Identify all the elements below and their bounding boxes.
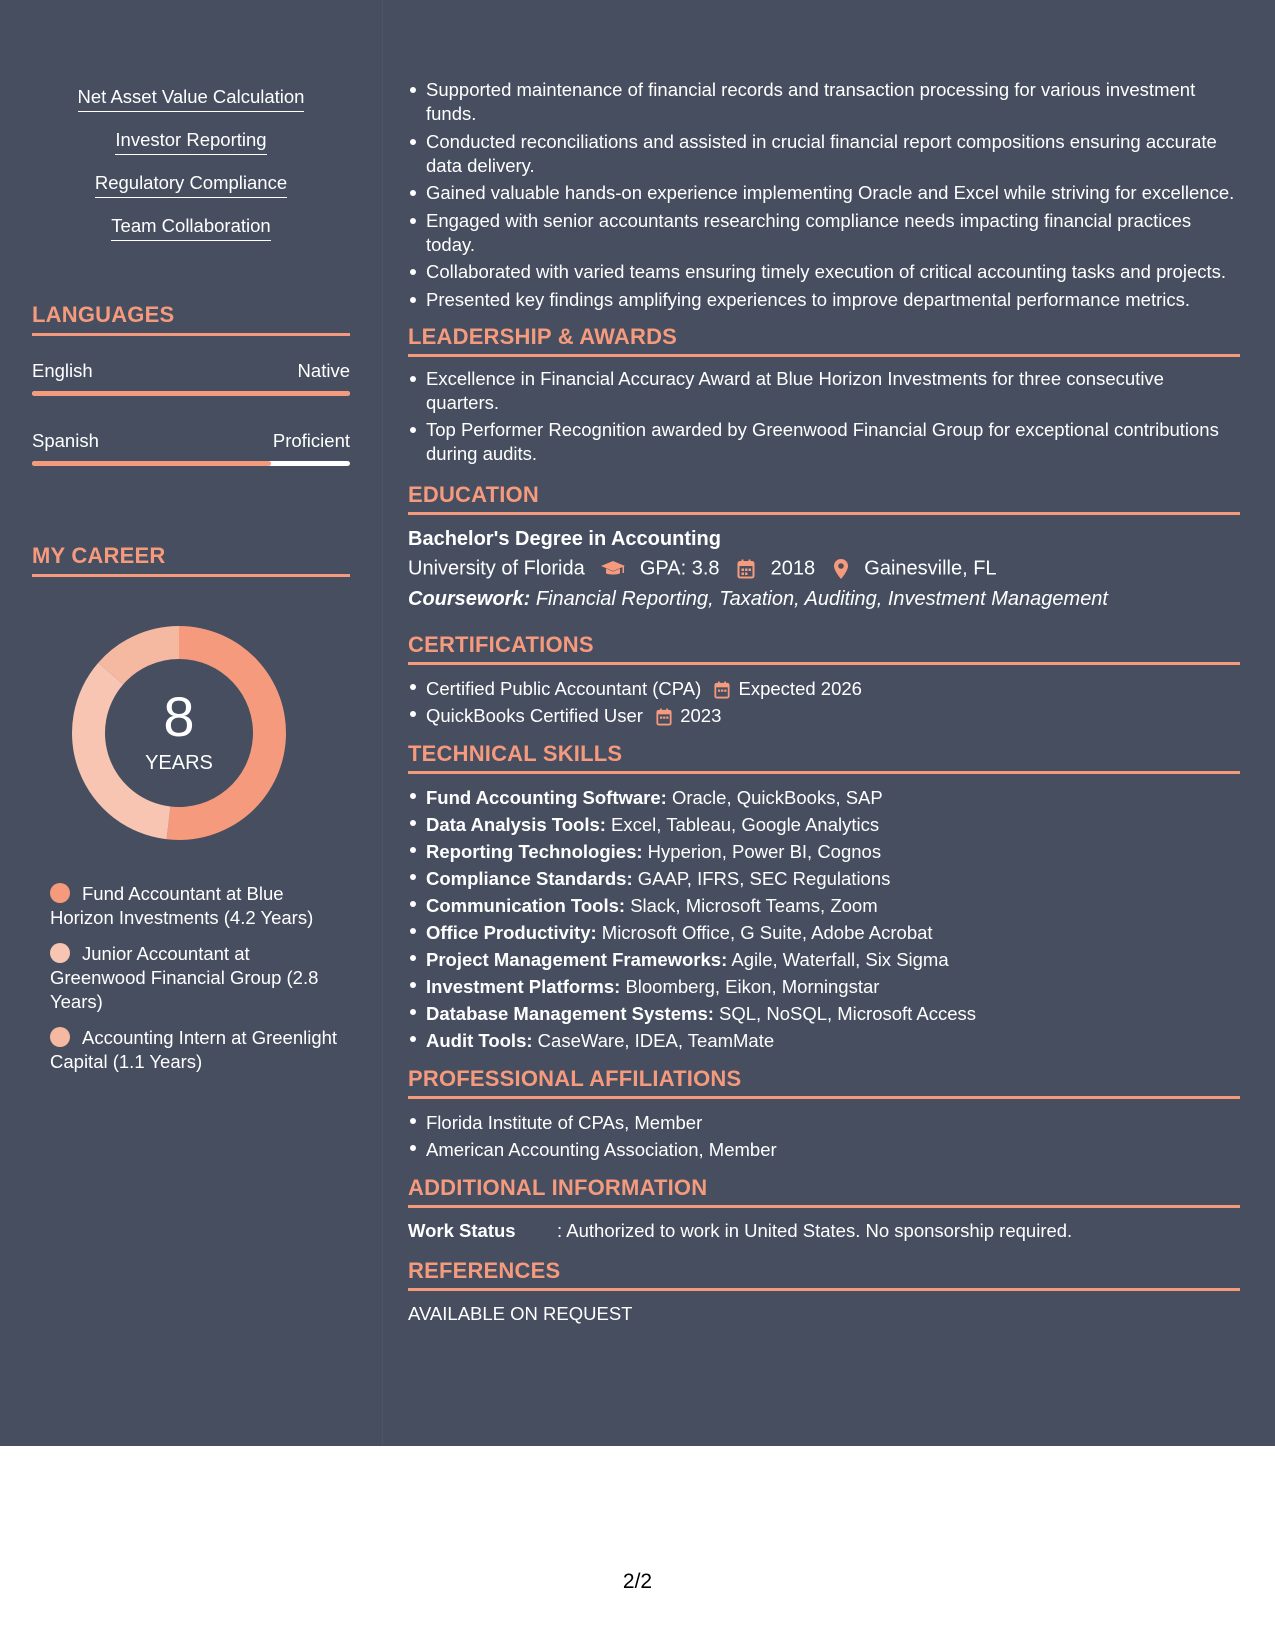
legend-dot (50, 1027, 70, 1047)
work-status-label: Work Status (408, 1219, 516, 1241)
skill-tags (32, 86, 350, 258)
technical-skill-item (408, 1000, 1240, 1027)
left-sidebar (0, 0, 382, 1446)
career-total-unit: YEARS (145, 752, 213, 774)
leadership-item: Excellence in Financial Accuracy Award at Blue Horizon Investments for three consecutive quarters. (408, 367, 1240, 415)
skill-category: Office Productivity: (426, 921, 597, 943)
skill-values: Bloomberg, Eikon, Morningstar (625, 975, 880, 997)
legend-dot (50, 943, 70, 963)
legend-dot (50, 883, 70, 903)
additional-info-heading: ADDITIONAL INFORMATION (408, 1175, 1240, 1208)
career-total (66, 687, 292, 775)
skill-tag: Regulatory Compliance (95, 172, 287, 198)
references-heading: REFERENCES (408, 1258, 1240, 1291)
skill-values: Microsoft Office, G Suite, Adobe Acrobat (601, 921, 933, 943)
certification-name: Certified Public Accountant (CPA) (426, 677, 702, 699)
skill-values: Excel, Tableau, Google Analytics (611, 813, 880, 835)
education-details (408, 553, 1240, 584)
language-level: Proficient (272, 430, 350, 451)
career-label: Accounting Intern at Greenlight Capital (1.1 Years) (50, 1027, 338, 1072)
technical-skills-list (408, 784, 1240, 1054)
education-location: Gainesville, FL (864, 557, 997, 580)
experience-bullet: Collaborated with varied teams ensuring timely execution of critical accounting tasks and projects. (408, 260, 1240, 284)
certifications-heading: CERTIFICATIONS (408, 632, 1240, 665)
skill-values: CaseWare, IDEA, TeamMate (537, 1029, 775, 1051)
technical-skill-item (408, 892, 1240, 919)
affiliations-list (408, 1109, 1240, 1163)
skill-values: Slack, Microsoft Teams, Zoom (630, 894, 878, 916)
experience-bullet: Presented key findings amplifying experiences to improve departmental performance metrics. (408, 288, 1240, 312)
skill-category: Data Analysis Tools: (426, 813, 606, 835)
references-text: AVAILABLE ON REQUEST (408, 1302, 633, 1324)
main-content (408, 78, 1240, 1327)
technical-skills-heading: TECHNICAL SKILLS (408, 741, 1240, 774)
affiliations-heading: PROFESSIONAL AFFILIATIONS (408, 1066, 1240, 1099)
degree-title: Bachelor's Degree in Accounting (408, 528, 721, 550)
gpa: GPA: 3.8 (639, 557, 720, 580)
skill-category: Reporting Technologies: (426, 840, 643, 862)
leadership-heading: LEADERSHIP & AWARDS (408, 324, 1240, 357)
calendar-icon (737, 559, 755, 579)
career-label: Junior Accountant at Greenwood Financial Group (2.8 Years) (50, 943, 319, 1012)
skill-category: Investment Platforms: (426, 975, 621, 997)
language-level: Native (297, 360, 350, 381)
affiliation-item: American Accounting Association, Member (408, 1136, 1240, 1163)
skill-values: Hyperion, Power BI, Cognos (647, 840, 882, 862)
skill-category: Project Management Frameworks: (426, 948, 728, 970)
career-heading: MY CAREER (32, 543, 350, 577)
certification-item (408, 702, 1240, 729)
skill-tag: Investor Reporting (115, 129, 266, 155)
skill-values: Agile, Waterfall, Six Sigma (731, 948, 949, 970)
technical-skill-item (408, 946, 1240, 973)
language-bar-fill (32, 391, 350, 396)
leadership-item: Top Performer Recognition awarded by Greenwood Financial Group for exceptional contributions during audits. (408, 418, 1240, 466)
skill-category: Audit Tools: (426, 1029, 533, 1051)
language-name: Spanish (32, 430, 99, 451)
work-status-value: : Authorized to work in United States. No sponsorship required. (557, 1219, 1073, 1241)
languages-heading: LANGUAGES (32, 302, 350, 336)
certification-date: 2023 (680, 704, 722, 726)
skill-values: Oracle, QuickBooks, SAP (671, 786, 883, 808)
skill-values: GAAP, IFRS, SEC Regulations (637, 867, 891, 889)
coursework-list: Financial Reporting, Taxation, Auditing, Investment Management (535, 587, 1108, 610)
skill-category: Database Management Systems: (426, 1002, 714, 1024)
graduation-cap-icon (600, 560, 626, 578)
skill-values: SQL, NoSQL, Microsoft Access (719, 1002, 977, 1024)
school-name: University of Florida (408, 557, 585, 580)
education-heading: EDUCATION (408, 482, 1240, 515)
technical-skill-item (408, 811, 1240, 838)
experience-bullets (408, 78, 1240, 312)
technical-skill-item (408, 1027, 1240, 1054)
technical-skill-item (408, 973, 1240, 1000)
certifications-list (408, 675, 1240, 729)
graduation-year: 2018 (770, 557, 816, 580)
coursework (408, 584, 1240, 614)
skill-category: Compliance Standards: (426, 867, 633, 889)
language-bar (32, 461, 350, 466)
experience-bullet: Engaged with senior accountants researching compliance needs impacting financial practices today. (408, 209, 1240, 257)
certification-date: Expected 2026 (738, 677, 862, 699)
language-bar-fill (32, 461, 271, 466)
language-name: English (32, 360, 93, 381)
experience-bullet: Supported maintenance of financial records and transaction processing for various investment funds. (408, 78, 1240, 126)
technical-skill-item (408, 865, 1240, 892)
coursework-label: Coursework: (408, 587, 531, 610)
leadership-list (408, 367, 1240, 467)
experience-bullet: Conducted reconciliations and assisted in crucial financial report compositions ensuring accurate data delivery. (408, 130, 1240, 178)
skill-category: Fund Accounting Software: (426, 786, 667, 808)
column-divider (382, 0, 383, 1446)
career-legend-item (50, 1026, 340, 1074)
technical-skill-item (408, 784, 1240, 811)
page-number: 2/2 (622, 1570, 653, 1593)
affiliation-item: Florida Institute of CPAs, Member (408, 1109, 1240, 1136)
calendar-icon (656, 708, 672, 726)
career-legend-item (50, 942, 340, 1014)
career-label: Fund Accountant at Blue Horizon Investments (4.2 Years) (50, 883, 314, 928)
certification-name: QuickBooks Certified User (426, 704, 643, 726)
work-status (408, 1218, 1240, 1244)
career-legend-item (50, 882, 340, 930)
skill-tag: Team Collaboration (111, 215, 270, 241)
experience-bullet: Gained valuable hands-on experience implementing Oracle and Excel while striving for excellence. (408, 181, 1240, 205)
certification-item (408, 675, 1240, 702)
skill-category: Communication Tools: (426, 894, 626, 916)
calendar-icon (714, 681, 730, 699)
location-pin-icon (833, 558, 849, 580)
technical-skill-item (408, 838, 1240, 865)
career-legend (50, 882, 340, 1086)
skill-tag: Net Asset Value Calculation (78, 86, 305, 112)
language-bar (32, 391, 350, 396)
technical-skill-item (408, 919, 1240, 946)
career-total-number: 8 (163, 685, 195, 748)
